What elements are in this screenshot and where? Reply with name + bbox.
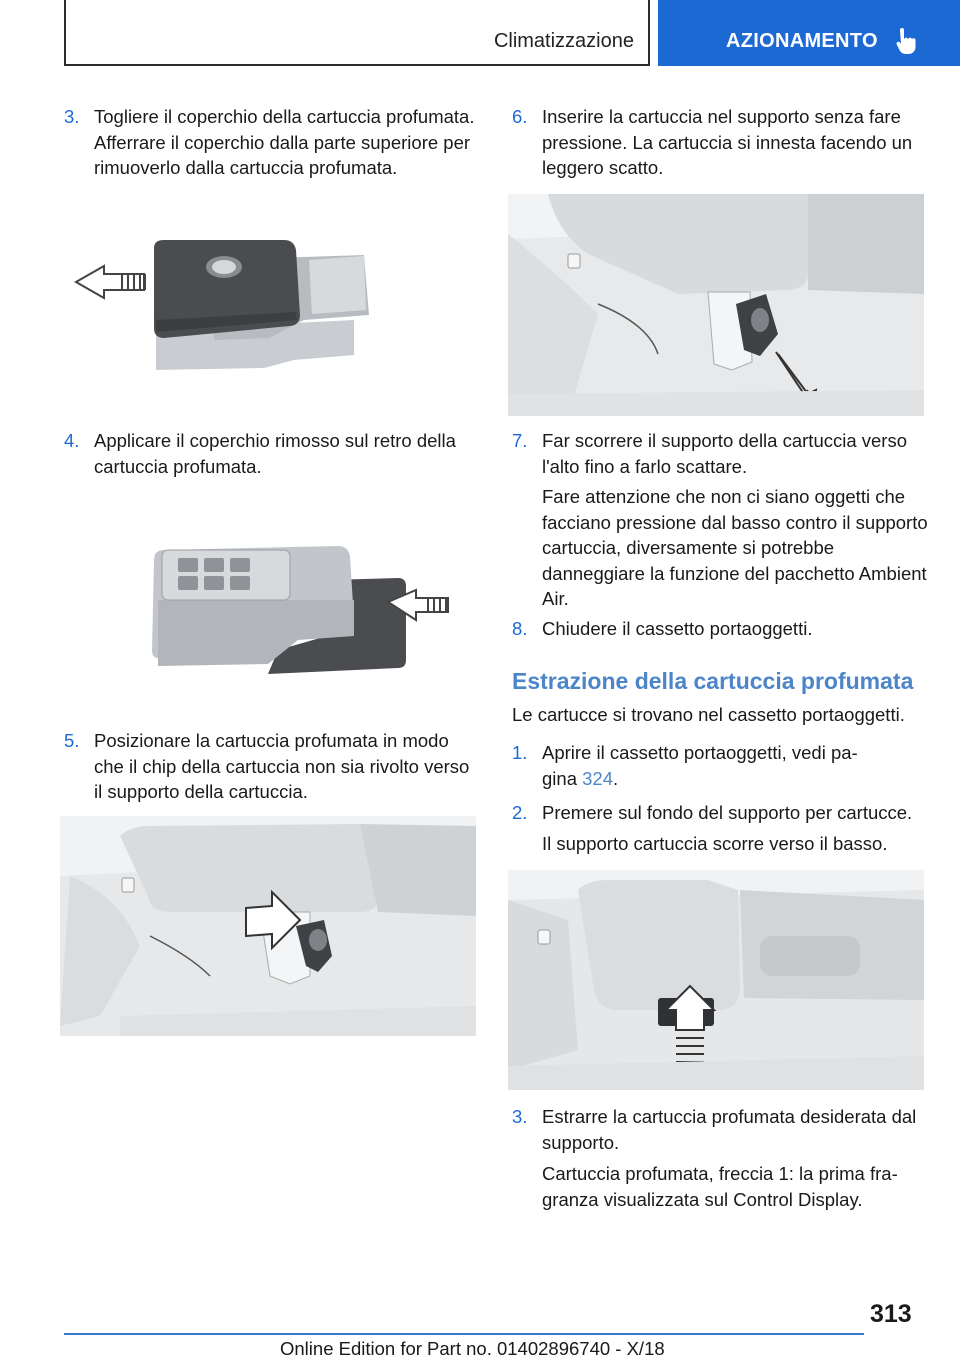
step-number: 1. <box>512 742 528 763</box>
step-7-note: Fare attenzione che non ci siano oggetti che facciano pressione dal basso contro il supporto cartuccia, diversamente si potrebbe danneggiare la funzione del pacchetto Ambient Air. <box>542 486 928 609</box>
header-chapter-tab <box>658 0 960 66</box>
footer-divider <box>64 1333 864 1335</box>
step-number: 5. <box>64 730 80 751</box>
figure-remove-cover <box>64 220 394 385</box>
step-number: 7. <box>512 430 528 451</box>
step-text: Far scorrere il supporto della cartuccia verso l'alto fino a farlo scattare. <box>542 430 908 477</box>
step-number: 8. <box>512 618 528 639</box>
step-text: Posizionare la cartuccia profumata in modo che il chip della cartuccia non sia rivolto verso il supporto della cartuccia. <box>94 730 470 802</box>
step-text: Chiudere il cassetto portaoggetti. <box>542 618 813 639</box>
figure-attach-cover <box>148 540 460 680</box>
step-text: Applicare il coperchio rimosso sul retro della cartuccia profumata. <box>94 430 456 477</box>
section-heading: Estrazione della cartuccia profumata <box>512 668 914 694</box>
chapter-name: AZIONAMENTO <box>726 30 878 52</box>
removal-step-3-note: Cartuccia profumata, freccia 1: la prima fragranza visualizzata sul Control Display. <box>542 1163 898 1210</box>
step-text: Inserire la cartuccia nel supporto senza fare pressione. La cartuccia si innesta facendo un leggero scatto. <box>542 106 913 178</box>
step-text: Estrarre la cartuccia profumata desiderata dal supporto. <box>542 1106 917 1153</box>
section-intro: Le cartucce si trovano nel cassetto portaoggetti. <box>512 704 905 725</box>
figure-insert-cartridge <box>508 194 924 416</box>
step-text: Aprire il cassetto portaoggetti, vedi pagina 324. <box>542 742 858 789</box>
page-reference-link[interactable]: 324 <box>582 767 613 789</box>
step-text: Premere sul fondo del supporto per cartucce. <box>542 802 913 823</box>
step-number: 6. <box>512 106 528 127</box>
page-number: 313 <box>870 1300 912 1328</box>
figure-cartridge-holder <box>508 870 924 1090</box>
hand-pointer-icon <box>894 28 916 54</box>
section-name: Climatizzazione <box>493 30 634 52</box>
step-number: 2. <box>512 802 528 823</box>
removal-step-2-note: Il supporto cartuccia scorre verso il basso. <box>542 833 888 854</box>
step-number: 4. <box>64 430 80 451</box>
header-section-tab <box>64 0 650 66</box>
figure-position-cartridge <box>60 816 476 1036</box>
step-text: Togliere il coperchio della cartuccia profumata. Afferrare il coperchio dalla parte superiore per rimuoverlo dalla cartuccia profumata. <box>94 106 475 178</box>
edition-note: Online Edition for Part no. 01402896740 - X/18 <box>280 1338 665 1359</box>
step-number: 3. <box>512 1106 528 1127</box>
step-number: 3. <box>64 106 80 127</box>
